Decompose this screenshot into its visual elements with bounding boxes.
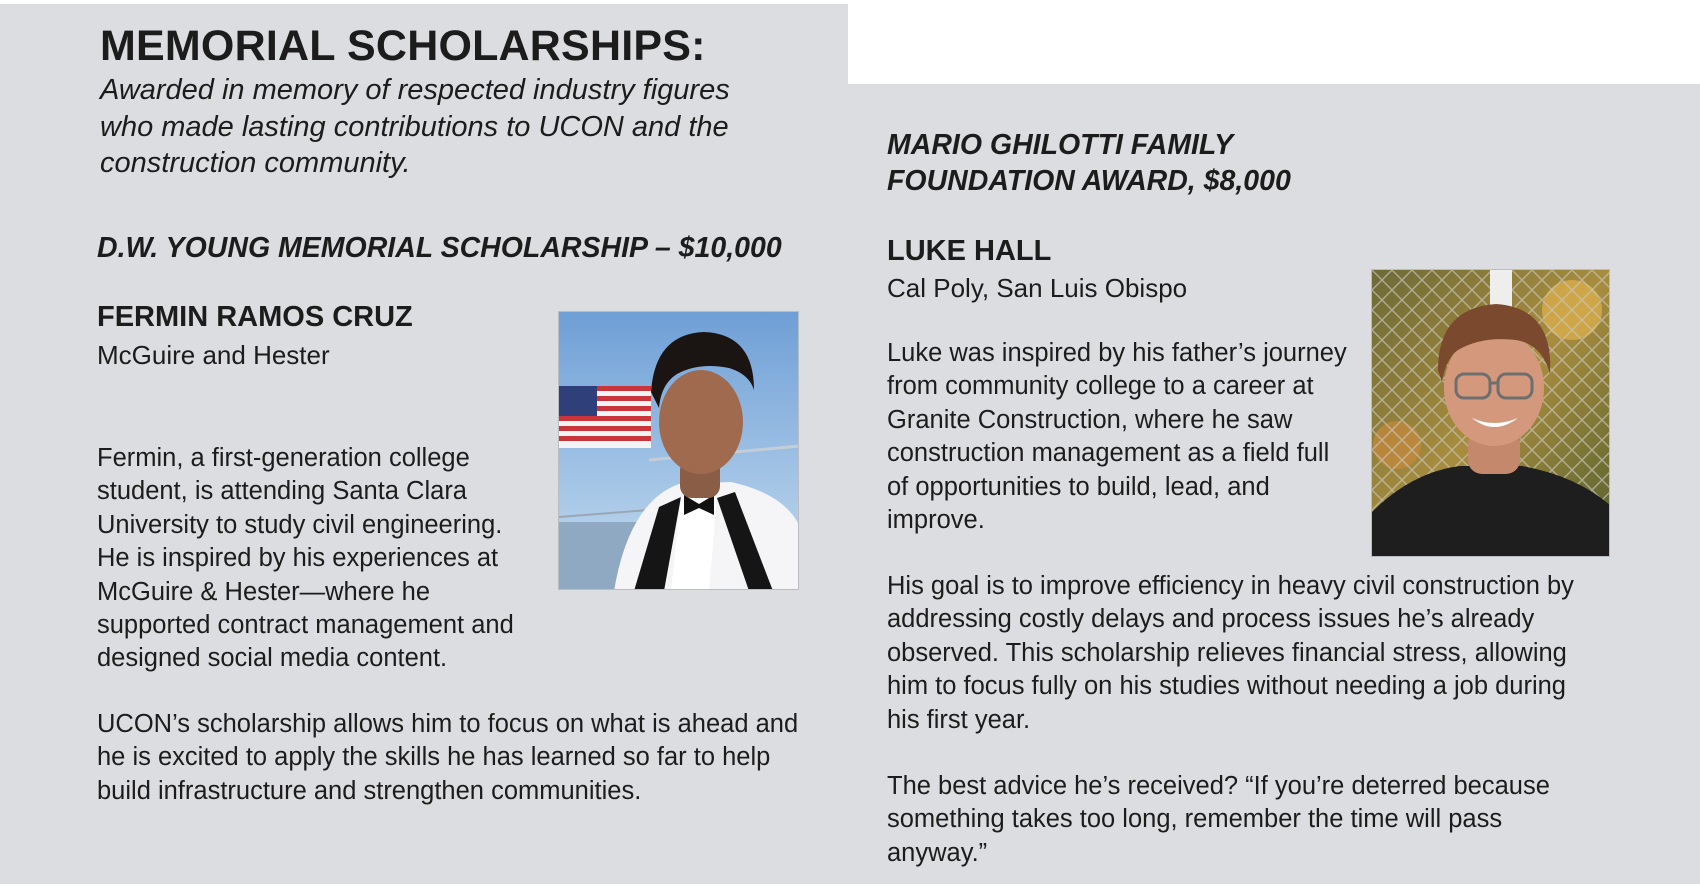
fermin-photo (558, 311, 799, 590)
left-recipient-name: FERMIN RAMOS CRUZ (97, 301, 413, 333)
page-title: MEMORIAL SCHOLARSHIPS: (100, 22, 706, 70)
left-recipient-bio-part-2: UCON’s scholarship allows him to focus on what is ahead and he is excited to apply the skills he has learned so far to help build infrastructure and strengthen communities. (97, 710, 799, 805)
page-subtitle: Awarded in memory of respected industry figures who made lasting contributions to UCON and the construction community. (100, 74, 730, 179)
left-recipient-bio-part-1: Fermin, a first-generation college student, is attending Santa Clara University to study civil engineering. He is inspired by his experiences at McGuire & Hester—where he supported contract management and designed social media content. (97, 444, 514, 673)
right-recipient-name: LUKE HALL (887, 235, 1052, 267)
right-recipient-bio-part-1: Luke was inspired by his father’s journey from community college to a career at Granite Construction, where he saw construction management as a field full of opportunities to build, lead, and improve. (887, 339, 1347, 535)
left-recipient-affiliation: McGuire and Hester (97, 340, 330, 370)
right-recipient-bio-part-3: The best advice he’s received? “If you’re deterred because something takes too long, remember the time will pass anyway.” (887, 772, 1550, 867)
right-recipient-affiliation: Cal Poly, San Luis Obispo (887, 273, 1188, 303)
left-award-title: D.W. YOUNG MEMORIAL SCHOLARSHIP – $10,000 (97, 232, 782, 264)
right-award-title: MARIO GHILOTTI FAMILY FOUNDATION AWARD, $8,000 (887, 129, 1291, 197)
right-recipient-bio-part-2: His goal is to improve efficiency in heavy civil construction by addressing costly delays and process issues he’s already observed. This scholarship relieves financial stress, allowing him to focus fully on his studies without needing a job during his first year. (887, 572, 1574, 734)
luke-photo (1371, 269, 1610, 557)
